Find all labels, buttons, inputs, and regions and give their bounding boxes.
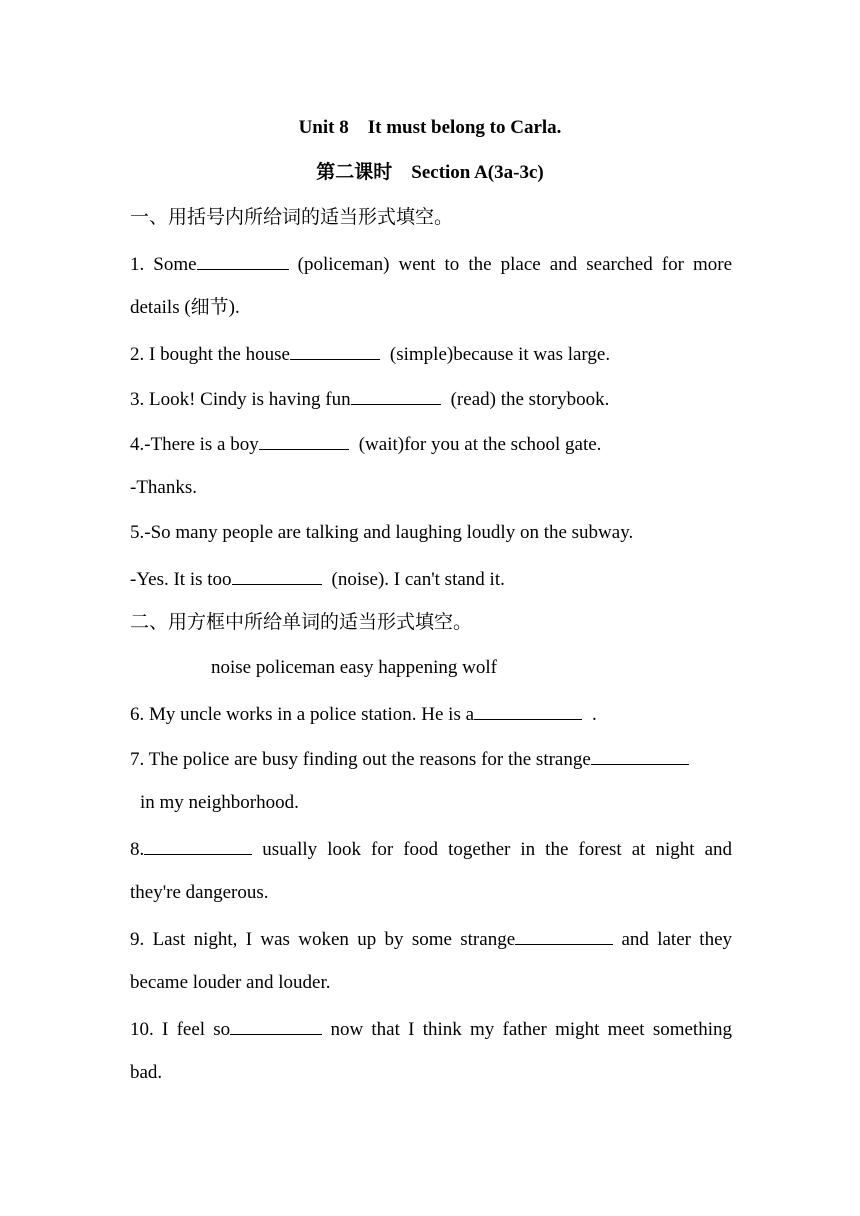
question-1-text-b: (policeman) went to the place and searched for more	[297, 254, 733, 275]
question-8	[130, 836, 732, 862]
answer-blank-3[interactable]	[351, 386, 441, 405]
answer-blank-5[interactable]	[232, 566, 322, 585]
question-1-continued: details (细节).	[130, 297, 240, 318]
section-2-heading: 二、用方框中所给单词的适当形式填空。	[130, 612, 473, 633]
answer-blank-10[interactable]	[230, 1016, 322, 1035]
question-1-text-a: 1. Some	[130, 254, 197, 275]
question-2	[130, 341, 732, 367]
question-4-reply: -Thanks.	[130, 477, 198, 498]
question-6-text-b: .	[592, 704, 597, 725]
answer-blank-2[interactable]	[290, 341, 380, 360]
question-3-text-b: (read) the storybook.	[450, 389, 610, 410]
question-8-continued: they're dangerous.	[130, 882, 269, 903]
question-4-text-a: 4.-There is a boy	[130, 434, 259, 455]
answer-blank-7[interactable]	[591, 746, 689, 765]
page-subtitle: 第二课时 Section A(3a-3c)	[316, 162, 544, 183]
question-7-text-a: 7. The police are busy finding out the reasons for the strange	[130, 749, 591, 770]
question-2-text-a: 2. I bought the house	[130, 344, 290, 365]
question-9	[130, 926, 732, 952]
question-10	[130, 1016, 732, 1042]
question-3-text-a: 3. Look! Cindy is having fun	[130, 389, 351, 410]
question-10-text-b: now that I think my father might meet something	[330, 1019, 732, 1040]
question-4	[130, 431, 732, 457]
question-1	[130, 251, 732, 277]
question-5: 5.-So many people are talking and laughing loudly on the subway.	[130, 522, 634, 543]
question-3	[130, 386, 732, 412]
question-10-continued: bad.	[130, 1062, 163, 1083]
question-5-text-c: (noise). I can't stand it.	[331, 569, 505, 590]
answer-blank-9[interactable]	[515, 926, 613, 945]
question-8-text-b: usually look for food together in the forest at night and	[262, 839, 733, 860]
question-2-text-b: (simple)because it was large.	[389, 344, 611, 365]
question-9-text-a: 9. Last night, I was woken up by some strange	[130, 929, 516, 950]
answer-blank-8[interactable]	[144, 836, 252, 855]
section-1-heading: 一、用括号内所给词的适当形式填空。	[130, 207, 454, 228]
page-title: Unit 8 It must belong to Carla.	[298, 117, 562, 138]
answer-blank-1[interactable]	[197, 251, 289, 270]
question-4-text-b: (wait)for you at the school gate.	[358, 434, 602, 455]
question-5-text-b: -Yes. It is too	[130, 569, 232, 590]
question-7	[130, 746, 732, 772]
question-10-text-a: 10. I feel so	[130, 1019, 231, 1040]
question-6	[130, 701, 732, 727]
word-box: noise policeman easy happening wolf	[211, 657, 497, 678]
question-5-reply	[130, 566, 732, 592]
answer-blank-4[interactable]	[259, 431, 349, 450]
question-6-text-a: 6. My uncle works in a police station. He is a	[130, 704, 475, 725]
question-9-continued: became louder and louder.	[130, 972, 331, 993]
question-8-text-a: 8.	[130, 839, 145, 860]
question-9-text-b: and later they	[621, 929, 733, 950]
question-7-continued: in my neighborhood.	[140, 792, 299, 813]
answer-blank-6[interactable]	[474, 701, 582, 720]
